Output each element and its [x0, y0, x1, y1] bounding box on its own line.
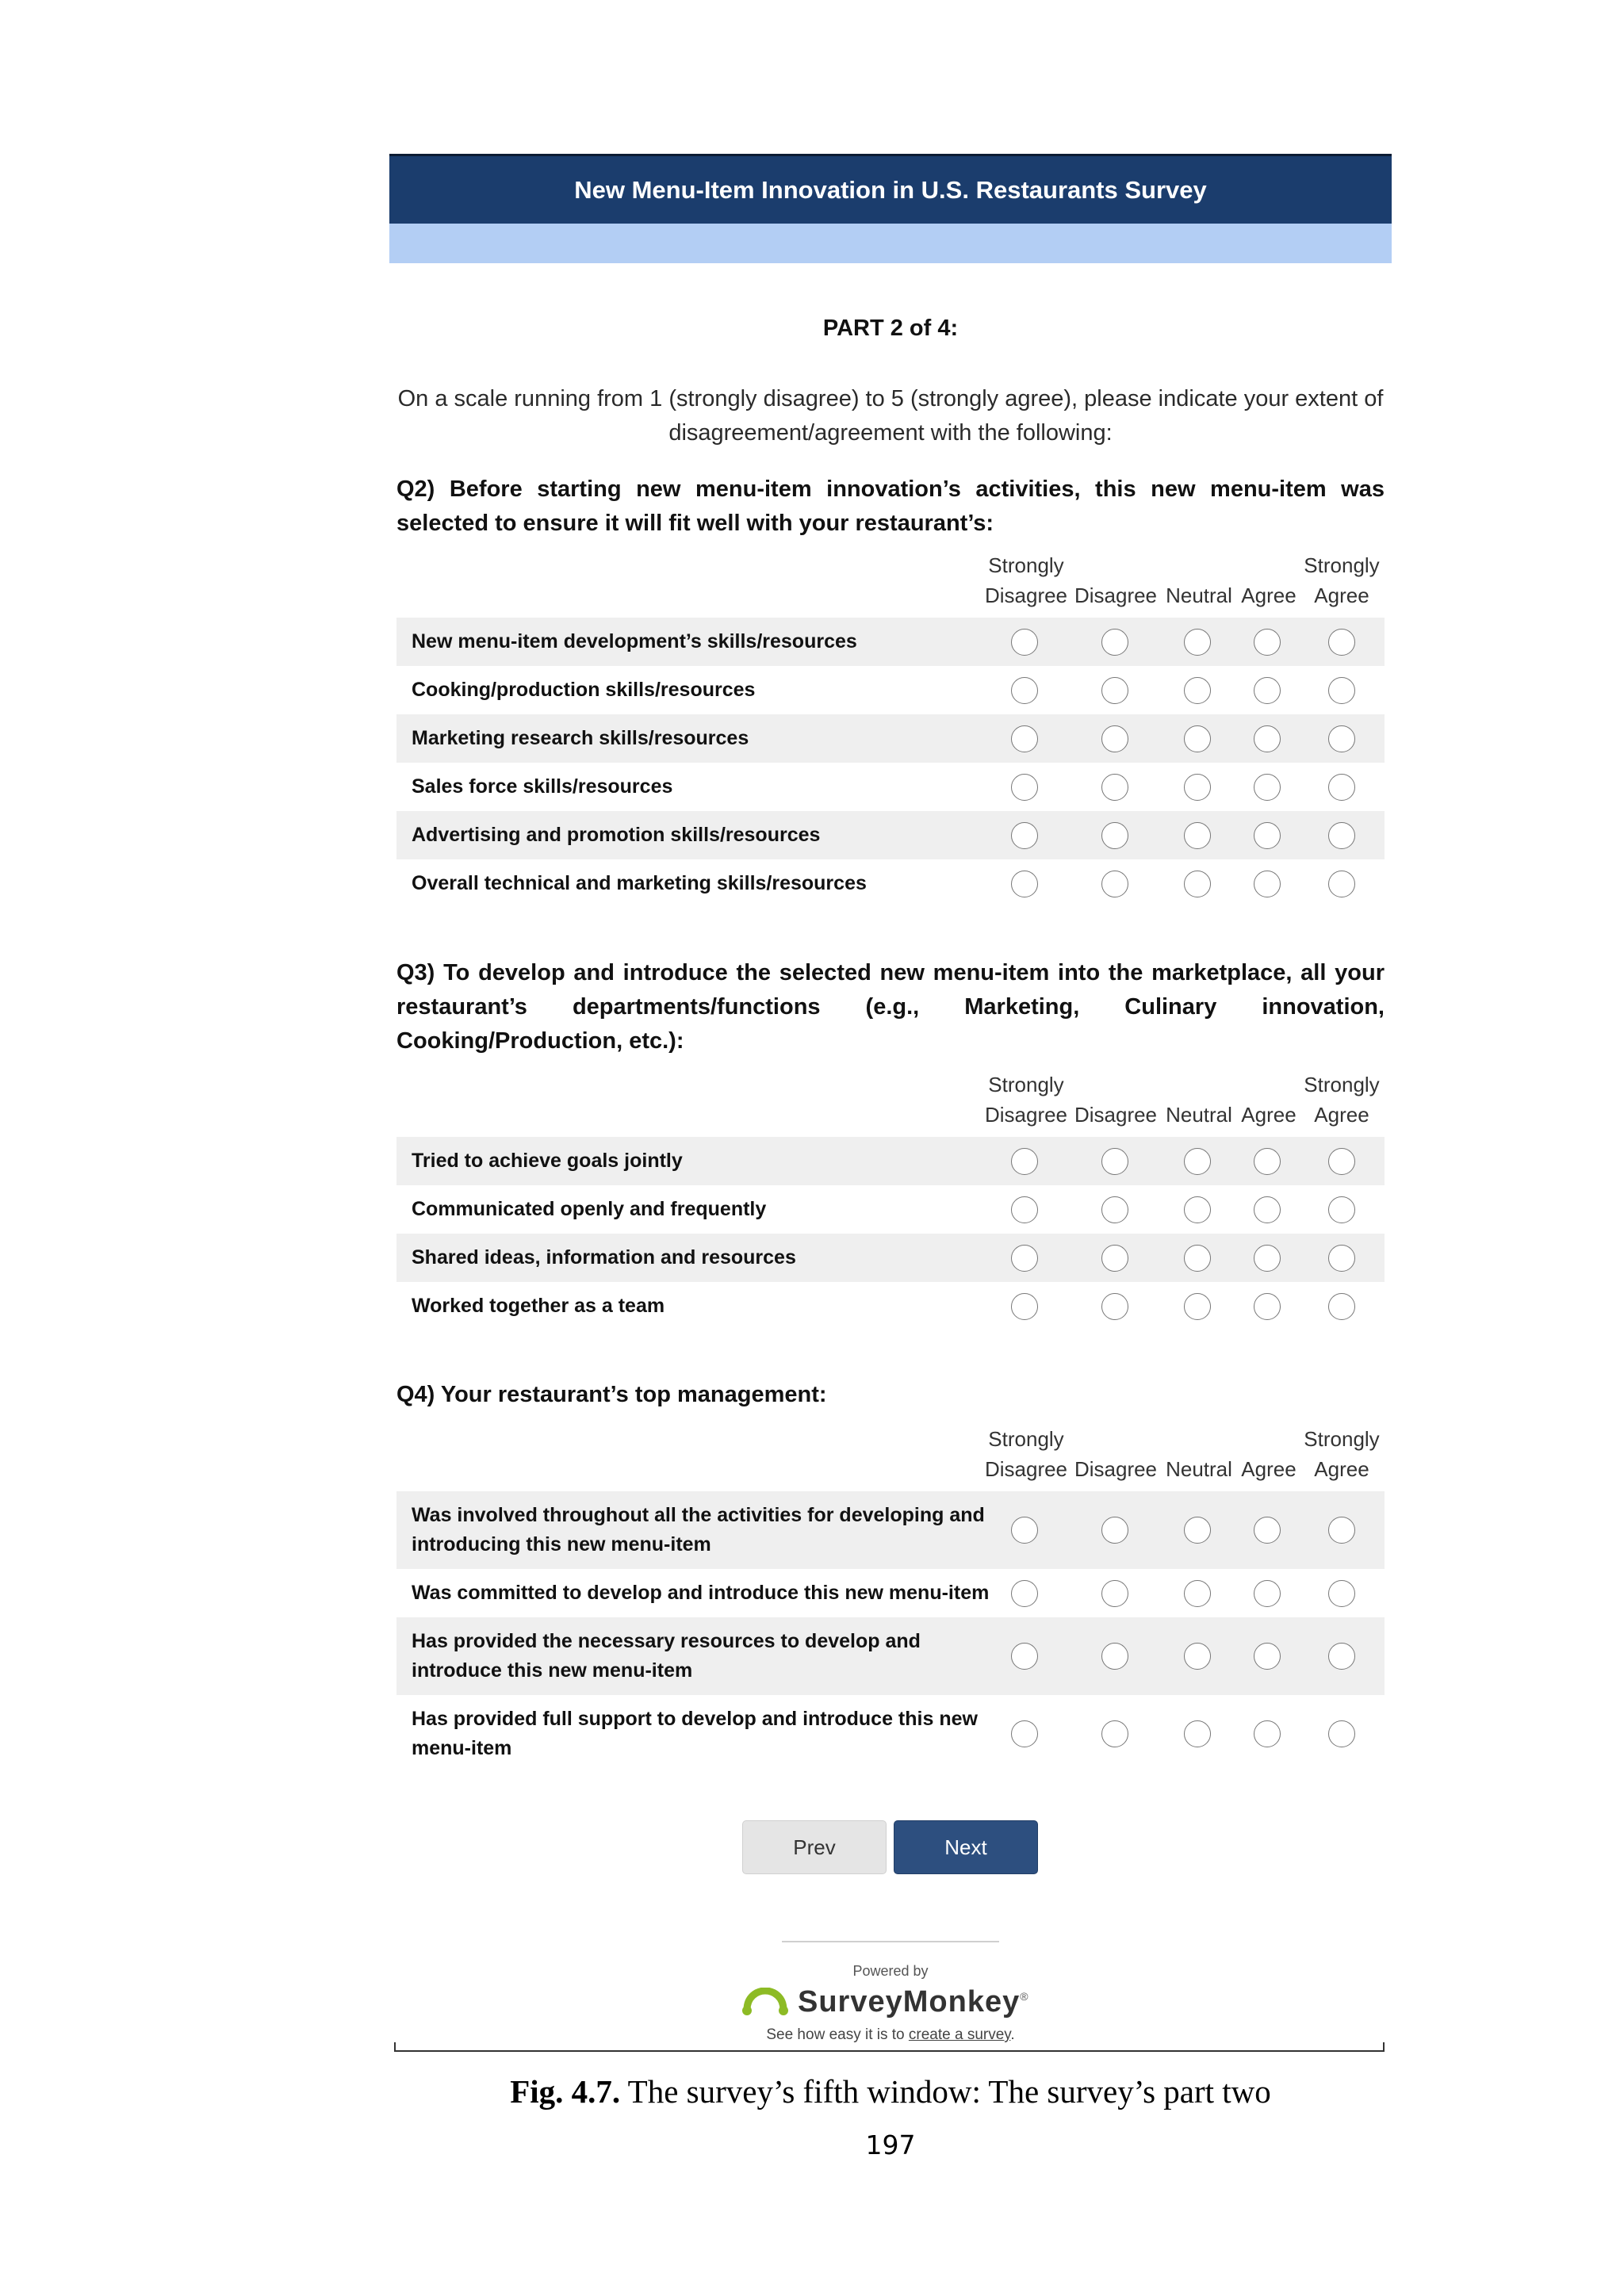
matrix-row [396, 1617, 1385, 1695]
caption-text: The survey’s fifth window: The survey’s part two [620, 2073, 1271, 2110]
scale-disagree: Disagree [1074, 1103, 1158, 1127]
matrix-row [396, 763, 1385, 811]
radio-icon[interactable] [1254, 822, 1281, 849]
row-label: Advertising and promotion skills/resources [412, 824, 821, 846]
row-label: Has provided full support to develop and introduce this new menu-item [412, 1708, 978, 1759]
radio-icon[interactable] [1254, 1517, 1281, 1544]
radio-icon[interactable] [1011, 1580, 1038, 1607]
radio-icon[interactable] [1184, 1643, 1211, 1670]
radio-icon[interactable] [1328, 822, 1355, 849]
row-label: Tried to achieve goals jointly [412, 1150, 683, 1172]
row-label: Was involved throughout all the activities for developing and introducing this new menu-item [412, 1504, 985, 1556]
radio-icon[interactable] [1101, 1293, 1128, 1320]
row-label: Has provided the necessary resources to develop and introduce this new menu-item [412, 1630, 921, 1682]
matrix-row [396, 1282, 1385, 1330]
radio-icon[interactable] [1101, 1245, 1128, 1272]
radio-icon[interactable] [1101, 1196, 1128, 1223]
row-label: Was committed to develop and introduce this new menu-item [412, 1582, 990, 1604]
scale-label: Agree [1314, 584, 1369, 607]
radio-icon[interactable] [1011, 677, 1038, 704]
matrix-q3 [396, 1137, 1385, 1330]
radio-icon[interactable] [1011, 1517, 1038, 1544]
page-number: 197 [865, 2130, 916, 2160]
scale-label: Strongly [1304, 1427, 1380, 1451]
question-q4: Q4) Your restaurant’s top management: [396, 1382, 827, 1407]
radio-icon[interactable] [1011, 1293, 1038, 1320]
radio-icon[interactable] [1254, 1196, 1281, 1223]
matrix-row [396, 1695, 1385, 1773]
scale-disagree: Disagree [1074, 584, 1158, 607]
scale-label: Disagree [984, 1457, 1068, 1481]
radio-icon[interactable] [1328, 1517, 1355, 1544]
radio-icon[interactable] [1328, 1643, 1355, 1670]
radio-icon[interactable] [1254, 871, 1281, 897]
scale-label: Strongly [988, 1427, 1064, 1451]
part-title: PART 2 of 4: [822, 316, 959, 341]
scale-label: Agree [1314, 1457, 1369, 1481]
figure-caption [389, 2072, 1392, 2110]
radio-icon[interactable] [1254, 629, 1281, 656]
row-label: New menu-item development’s skills/resources [412, 630, 857, 652]
matrix-q2 [396, 618, 1385, 908]
scale-agree: Agree [1241, 1103, 1297, 1127]
matrix-row [396, 811, 1385, 859]
tagline [714, 2026, 1067, 2044]
surveymonkey-logo-icon [741, 1988, 790, 2016]
radio-icon[interactable] [1101, 677, 1128, 704]
row-label: Overall technical and marketing skills/resources [412, 872, 867, 894]
tagline-text: See how easy it is to [766, 2026, 909, 2043]
prev-button[interactable]: Prev [742, 1820, 887, 1874]
matrix-row [396, 1234, 1385, 1282]
matrix-row [396, 666, 1385, 714]
radio-icon[interactable] [1011, 1720, 1038, 1747]
scale-strongly-agree [1304, 1424, 1379, 1484]
radio-icon[interactable] [1184, 677, 1211, 704]
survey-header [389, 154, 1392, 224]
radio-icon[interactable] [1101, 774, 1128, 801]
radio-icon[interactable] [1328, 1580, 1355, 1607]
scale-strongly-disagree [985, 1070, 1067, 1130]
radio-icon[interactable] [1328, 1720, 1355, 1747]
row-label: Sales force skills/resources [412, 775, 673, 798]
radio-icon[interactable] [1011, 822, 1038, 849]
radio-icon[interactable] [1011, 1196, 1038, 1223]
radio-icon[interactable] [1184, 1148, 1211, 1175]
scale-strongly-disagree [985, 1424, 1067, 1484]
brand-name: SurveyMonkey [798, 1984, 1021, 2019]
scale-label: Strongly [1304, 553, 1380, 577]
matrix-row [396, 1185, 1385, 1234]
page-frame-bottom [394, 2050, 1385, 2052]
radio-icon[interactable] [1254, 774, 1281, 801]
question-q3: Q3) To develop and introduce the selected new menu-item into the marketplace, all your restaurant’s departments/functions (e.g., Marketing, Culinary innovation, Cooking/Production, etc.): [396, 960, 1385, 1054]
caption-label: Fig. 4.7. [510, 2073, 621, 2110]
scale-strongly-agree [1304, 1070, 1379, 1130]
scale-label: Agree [1314, 1103, 1369, 1127]
row-label: Worked together as a team [412, 1295, 665, 1317]
radio-icon[interactable] [1184, 1720, 1211, 1747]
radio-icon[interactable] [1101, 1580, 1128, 1607]
radio-icon[interactable] [1328, 1293, 1355, 1320]
radio-icon[interactable] [1184, 725, 1211, 752]
scale-label: Strongly [1304, 1073, 1380, 1096]
scale-disagree: Disagree [1074, 1457, 1158, 1481]
scale-neutral: Neutral [1166, 1103, 1232, 1127]
scale-header-q4 [983, 1424, 1385, 1492]
scale-strongly-disagree [985, 550, 1067, 610]
radio-icon[interactable] [1101, 822, 1128, 849]
radio-icon[interactable] [1254, 1245, 1281, 1272]
radio-icon[interactable] [1184, 1580, 1211, 1607]
row-label: Communicated openly and frequently [412, 1198, 767, 1220]
matrix-q4 [396, 1491, 1385, 1773]
radio-icon[interactable] [1254, 1148, 1281, 1175]
row-label: Marketing research skills/resources [412, 727, 749, 749]
powered-by: Powered by [852, 1963, 929, 1979]
scale-header-q3 [983, 1070, 1385, 1138]
trademark: ® [1020, 1990, 1028, 2003]
radio-icon[interactable] [1011, 629, 1038, 656]
radio-icon[interactable] [1101, 725, 1128, 752]
question-q2: Q2) Before starting new menu-item innovation’s activities, this new menu-item was selected to ensure it will fit well with your restaurant’s: [396, 476, 1385, 536]
radio-icon[interactable] [1101, 1148, 1128, 1175]
row-label: Cooking/production skills/resources [412, 679, 756, 701]
radio-icon[interactable] [1254, 1580, 1281, 1607]
scale-label: Disagree [984, 1103, 1068, 1127]
radio-icon[interactable] [1184, 1245, 1211, 1272]
matrix-row [396, 1491, 1385, 1569]
radio-icon[interactable] [1328, 1148, 1355, 1175]
radio-icon[interactable] [1328, 1196, 1355, 1223]
brand-logo[interactable] [741, 1982, 1028, 2022]
matrix-row [396, 1137, 1385, 1185]
radio-icon[interactable] [1328, 774, 1355, 801]
radio-icon[interactable] [1184, 629, 1211, 656]
radio-icon[interactable] [1254, 1720, 1281, 1747]
radio-icon[interactable] [1101, 871, 1128, 897]
radio-icon[interactable] [1328, 871, 1355, 897]
radio-icon[interactable] [1184, 1293, 1211, 1320]
radio-icon[interactable] [1011, 1148, 1038, 1175]
radio-icon[interactable] [1184, 871, 1211, 897]
radio-icon[interactable] [1011, 1643, 1038, 1670]
radio-icon[interactable] [1184, 774, 1211, 801]
matrix-row [396, 618, 1385, 666]
create-survey-link[interactable]: create a survey [908, 2026, 1011, 2043]
matrix-row [396, 714, 1385, 763]
row-label: Shared ideas, information and resources [412, 1246, 796, 1269]
radio-icon[interactable] [1254, 1643, 1281, 1670]
scale-agree: Agree [1241, 1457, 1297, 1481]
radio-icon[interactable] [1328, 725, 1355, 752]
radio-icon[interactable] [1328, 1245, 1355, 1272]
matrix-row [396, 859, 1385, 908]
radio-icon[interactable] [1184, 1196, 1211, 1223]
radio-icon[interactable] [1254, 1293, 1281, 1320]
scale-neutral: Neutral [1166, 1457, 1232, 1481]
matrix-row [396, 1569, 1385, 1617]
radio-icon[interactable] [1101, 1517, 1128, 1544]
radio-icon[interactable] [1101, 629, 1128, 656]
scale-neutral: Neutral [1166, 584, 1232, 607]
scale-agree: Agree [1241, 584, 1297, 607]
radio-icon[interactable] [1011, 871, 1038, 897]
radio-icon[interactable] [1184, 822, 1211, 849]
footer-divider [782, 1941, 999, 1942]
radio-icon[interactable] [1254, 677, 1281, 704]
radio-icon[interactable] [1011, 774, 1038, 801]
radio-icon[interactable] [1011, 725, 1038, 752]
scale-label: Strongly [988, 553, 1064, 577]
radio-icon[interactable] [1328, 629, 1355, 656]
next-button[interactable]: Next [894, 1820, 1038, 1874]
radio-icon[interactable] [1101, 1720, 1128, 1747]
radio-icon[interactable] [1011, 1245, 1038, 1272]
survey-progress-bar [389, 224, 1392, 263]
survey-title: New Menu-Item Innovation in U.S. Restaurants Survey [574, 175, 1207, 204]
scale-label: Strongly [988, 1073, 1064, 1096]
radio-icon[interactable] [1184, 1517, 1211, 1544]
radio-icon[interactable] [1101, 1643, 1128, 1670]
scale-strongly-agree [1304, 550, 1379, 610]
instructions: On a scale running from 1 (strongly disagree) to 5 (strongly agree), please indicate your extent of disagreement/agreement with the following: [397, 386, 1384, 446]
scale-label: Disagree [984, 584, 1068, 607]
radio-icon[interactable] [1328, 677, 1355, 704]
radio-icon[interactable] [1254, 725, 1281, 752]
tagline-end: . [1010, 2026, 1015, 2043]
scale-header-q2 [983, 550, 1385, 618]
